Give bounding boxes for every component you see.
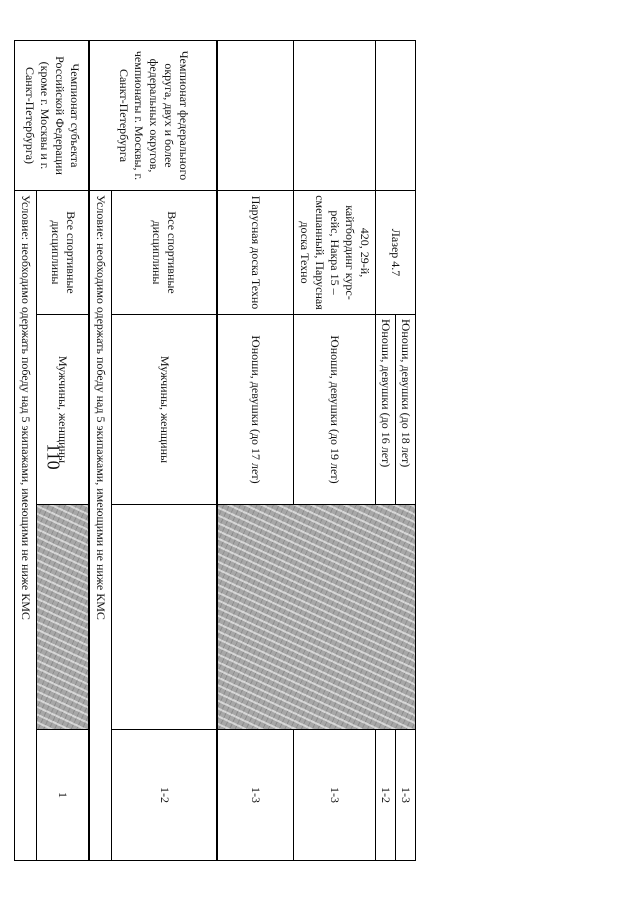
competition-cell-empty <box>294 41 376 191</box>
page-number: 110 <box>43 443 64 470</box>
table-row-kite <box>294 41 376 861</box>
table-row-laser-1 <box>396 41 416 861</box>
places-cell: 1-3 <box>294 730 376 861</box>
empty-cell <box>112 505 218 730</box>
competition-cell: Чемпионат федерального округа, двух и более федеральных округов, чемпионаты г. Москвы, г. Санкт-Петербурга <box>89 41 218 191</box>
sports-qualification-table <box>15 40 417 861</box>
table-row-federal <box>112 41 218 861</box>
places-cell: 1-2 <box>112 730 218 861</box>
table-row-subject <box>37 41 89 861</box>
places-cell: 1-3 <box>396 730 416 861</box>
discipline-cell: Все спортивные дисциплины <box>112 191 218 315</box>
age-group-cell: Юноши, девушки (до 18 лет) <box>396 315 416 505</box>
shaded-cell <box>37 505 89 730</box>
competition-cell: Чемпионат субъекта Российской Федерации (кроме г. Москвы и г. Санкт-Петербурга) <box>15 41 89 191</box>
table-row-techno <box>218 41 294 861</box>
discipline-cell: Все спортивные дисциплины <box>37 191 89 315</box>
competition-cell-empty <box>218 41 294 191</box>
age-group-cell: Юноши, девушки (до 19 лет) <box>294 315 376 505</box>
discipline-cell: 420, 29-й, кайтбординг курс-рейс, Накра 15 – смешанный, Парусная доска Техно <box>294 191 376 315</box>
discipline-cell: Парусная доска Техно <box>218 191 294 315</box>
places-cell: 1-3 <box>218 730 294 861</box>
age-group-cell: Юноши, девушки (до 17 лет) <box>218 315 294 505</box>
places-cell: 1 <box>37 730 89 861</box>
condition-cell: Условие: необходимо одержать победу над 5 экипажами, имеющими не ниже КМС <box>15 191 37 861</box>
condition-cell: Условие: необходимо одержать победу над 5 экипажами, имеющими не ниже КМС <box>89 191 112 861</box>
age-group-cell: Мужчины, женщины <box>37 315 89 505</box>
competition-cell-empty <box>376 41 416 191</box>
discipline-cell: Лазер 4.7 <box>376 191 416 315</box>
age-group-cell: Мужчины, женщины <box>112 315 218 505</box>
shaded-cell <box>218 505 416 730</box>
places-cell: 1-2 <box>376 730 396 861</box>
age-group-cell: Юноши, девушки (до 16 лет) <box>376 315 396 505</box>
